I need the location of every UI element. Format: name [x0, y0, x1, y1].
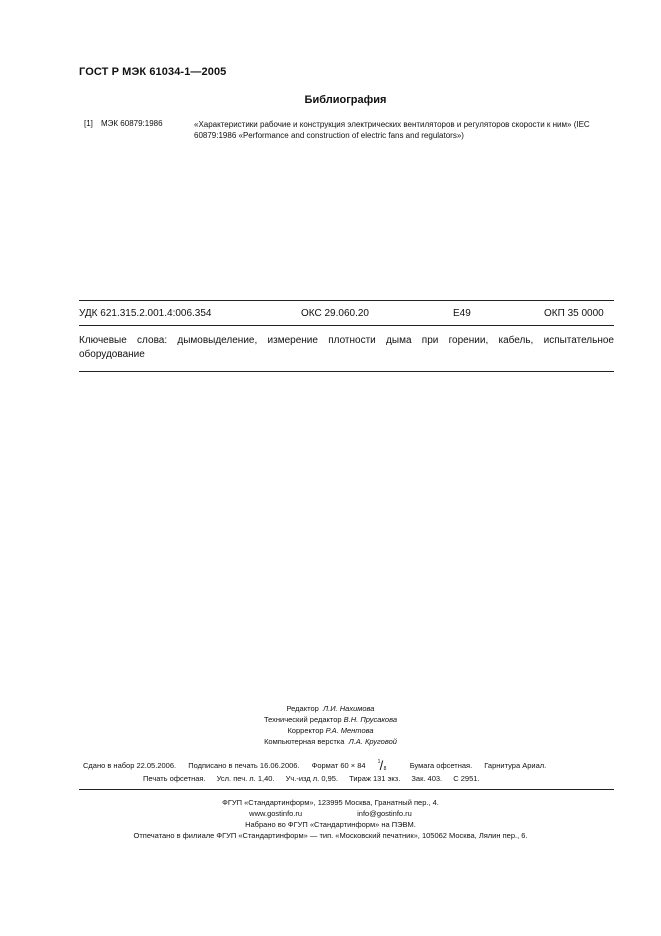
- tech-editor-line: [0, 714, 661, 725]
- layout-role: Компьютерная верстка: [264, 737, 345, 746]
- email-link[interactable]: info@gostinfo.ru: [357, 809, 412, 818]
- typeface: Гарнитура Ариал.: [484, 761, 547, 770]
- publisher-sheets: Уч.-изд л. 0,95.: [285, 774, 338, 783]
- order-number: Зак. 403.: [411, 774, 443, 783]
- group-code: Е49: [453, 308, 471, 319]
- bibliography-item-reference: МЭК 60879:1986: [101, 119, 163, 128]
- layout-line: [0, 736, 661, 747]
- okp-code: ОКП 35 0000: [544, 308, 604, 319]
- website-link[interactable]: www.gostinfo.ru: [249, 809, 303, 818]
- divider-bottom: [79, 371, 614, 372]
- paper-format: Формат 60 × 84 / 1 8: [311, 758, 387, 774]
- editor-role: Редактор: [286, 704, 319, 713]
- tech-editor-name: В.Н. Прусакова: [343, 715, 398, 724]
- paper-type: Бумага офсетная.: [409, 761, 473, 770]
- layout-name: Л.А. Круговой: [348, 737, 397, 746]
- divider-footer: [79, 789, 614, 790]
- publishing-line-2: [143, 774, 489, 783]
- oks-code: ОКС 29.060.20: [301, 308, 369, 319]
- editor-name: Л.И. Нахимова: [322, 704, 375, 713]
- format-fraction: [376, 758, 388, 774]
- print-sheets: Усл. печ. л. 1,40.: [216, 774, 275, 783]
- printed-note: Отпечатано в филиале ФГУП «Стандартинформ» — тип. «Московский печатник», 105062 Москва, Лялин пер., 6.: [133, 831, 528, 840]
- print-type: Печать офсетная.: [143, 774, 206, 783]
- print-run: Тираж 131 экз.: [349, 774, 401, 783]
- typeset-note: Набрано во ФГУП «Стандартинформ» на ПЭВМ.: [245, 820, 416, 829]
- fraction-denominator: 8: [383, 766, 387, 773]
- footer-block: [0, 797, 661, 841]
- bibliography-item-number: [1]: [84, 119, 93, 128]
- fraction-slash: /: [379, 758, 384, 774]
- typeset-date: Сдано в набор 22.05.2006.: [83, 761, 177, 770]
- bibliography-title: Библиография: [304, 94, 387, 106]
- code-number: С 2951.: [453, 774, 480, 783]
- editor-line: [0, 703, 661, 714]
- contact-line: [0, 808, 661, 819]
- corrector-line: [0, 725, 661, 736]
- corrector-name: Р.А. Ментова: [325, 726, 374, 735]
- divider-middle: [79, 325, 614, 326]
- divider-top: [79, 300, 614, 301]
- udk-code: УДК 621.315.2.001.4:006.354: [79, 308, 212, 319]
- bibliography-item-text: «Характеристики рабочие и конструкция электрических вентиляторов и регуляторов скорости к ним» (IEC 60879:1986 «Performance and construction of electric fans and regulators»): [194, 120, 590, 140]
- publishing-line-1: [83, 758, 556, 774]
- credits-block: [0, 703, 661, 747]
- tech-editor-role: Технический редактор: [263, 715, 342, 724]
- document-header: ГОСТ Р МЭК 61034-1—2005: [79, 66, 227, 78]
- fraction-numerator: 1: [377, 759, 381, 766]
- keywords: Ключевые слова: дымовыделение, измерение плотности дыма при горении, кабель, испытательное оборудование: [79, 335, 614, 360]
- signed-date: Подписано в печать 16.06.2006.: [188, 761, 300, 770]
- corrector-role: Корректор: [287, 726, 324, 735]
- publisher-address: ФГУП «Стандартинформ», 123995 Москва, Гранатный пер., 4.: [222, 798, 439, 807]
